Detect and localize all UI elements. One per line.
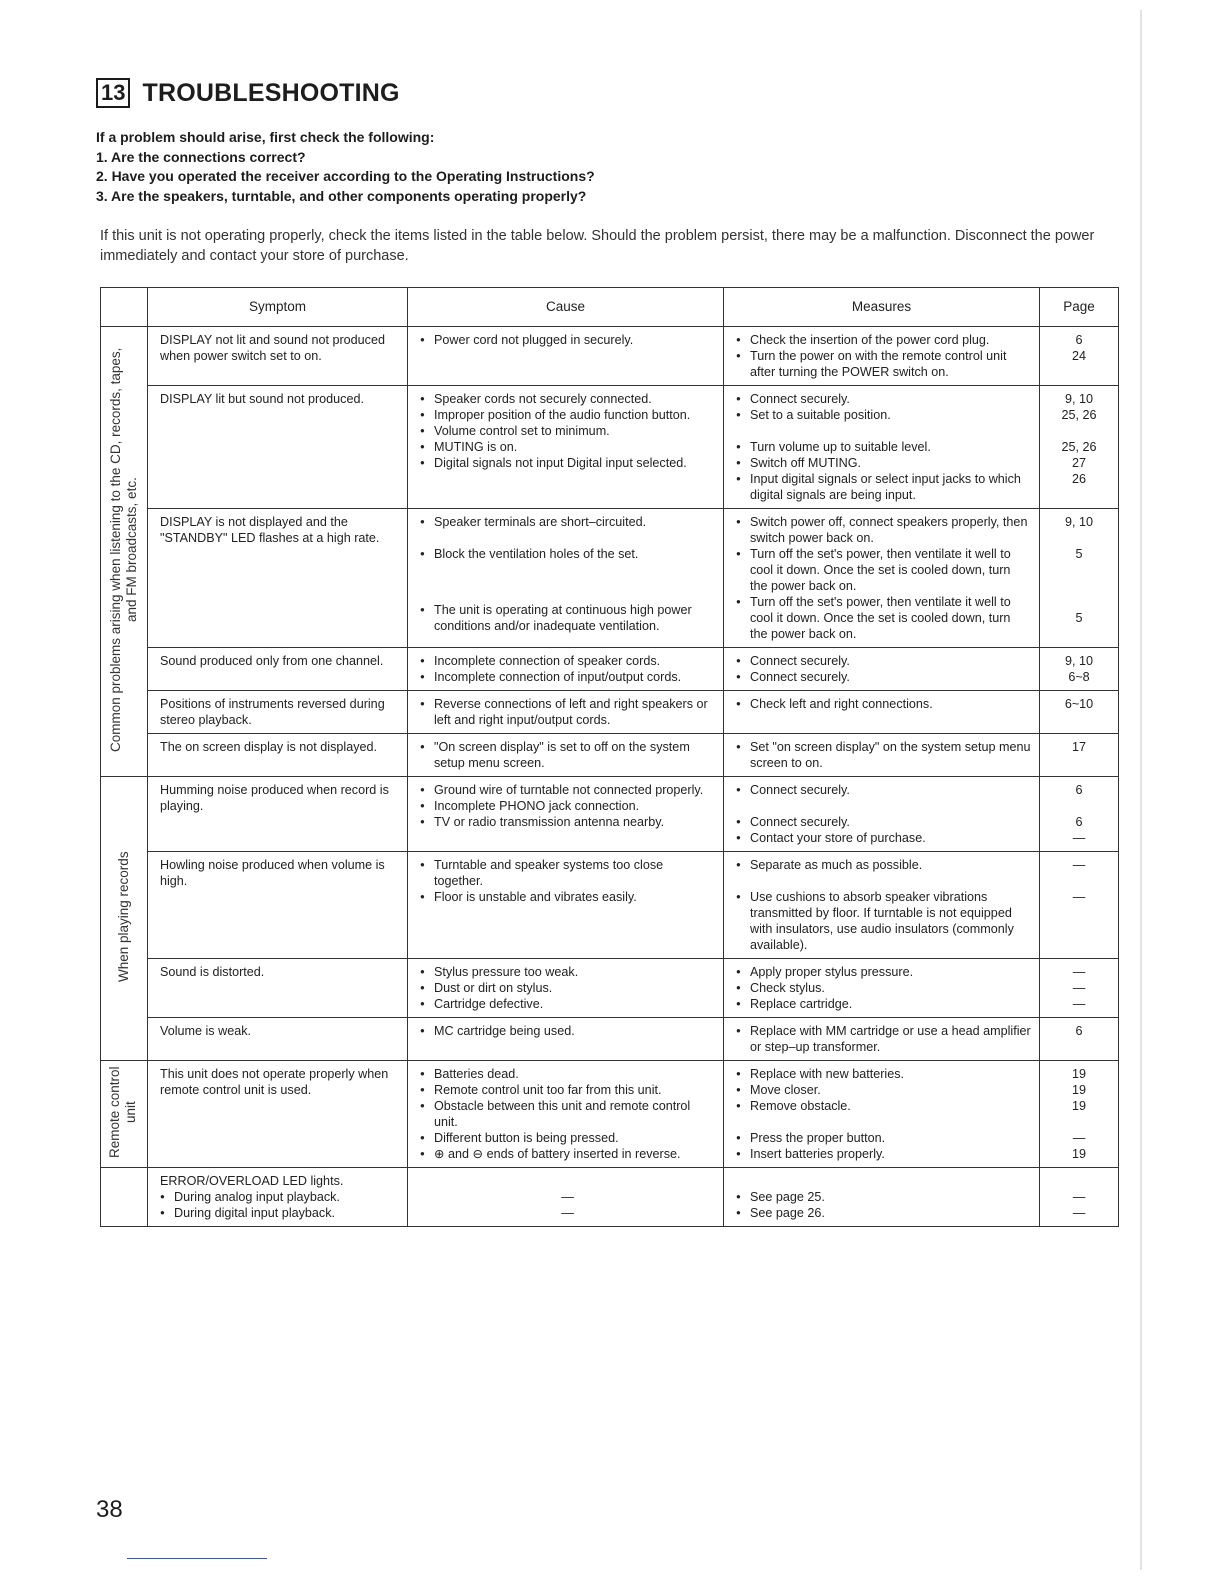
cause-cell bbox=[408, 777, 724, 852]
cause-item: ● Incomplete connection of speaker cords. bbox=[420, 653, 715, 669]
cause-cell bbox=[408, 1061, 724, 1168]
measure-item: ● Connect securely. bbox=[736, 391, 1031, 407]
symptom-header: Symptom bbox=[148, 288, 408, 327]
page-ref: 9, 10 bbox=[1064, 515, 1093, 529]
measure-item: ● Connect securely. bbox=[736, 653, 1031, 669]
cause-cell bbox=[408, 1168, 724, 1227]
measures-cell bbox=[724, 648, 1040, 691]
troubleshooting-table bbox=[100, 287, 1119, 1227]
measure-item: ● See page 25. bbox=[736, 1189, 1031, 1205]
table-row bbox=[101, 1018, 1119, 1061]
cause-item: ● Floor is unstable and vibrates easily. bbox=[420, 889, 715, 905]
measures-cell bbox=[724, 509, 1040, 648]
cause-item: ● Speaker cords not securely connected. bbox=[420, 391, 715, 407]
page-ref: — bbox=[1072, 890, 1086, 904]
symptom-cell: Sound is distorted. bbox=[148, 959, 408, 1018]
cause-item: — bbox=[561, 1206, 574, 1220]
group-label-records: When playing records bbox=[116, 851, 131, 982]
page-ref: 9, 10 bbox=[1064, 392, 1093, 406]
measure-item: ● Move closer. bbox=[736, 1082, 1031, 1098]
section-number: 13 bbox=[96, 78, 130, 108]
measures-cell bbox=[724, 386, 1040, 509]
group-label-remote: Remote control unit bbox=[107, 1066, 138, 1158]
group-label-common: Common problems arising when listening to the CD, records, tapes, and FM broadcasts, etc. bbox=[108, 347, 139, 752]
symptom-cell: DISPLAY not lit and sound not produced when power switch set to on. bbox=[148, 327, 408, 386]
page-cell bbox=[1040, 1061, 1119, 1168]
measures-cell bbox=[724, 734, 1040, 777]
page-ref: 5 bbox=[1075, 547, 1083, 561]
page-cell bbox=[1040, 691, 1119, 734]
cause-item: ● "On screen display" is set to off on the system setup menu screen. bbox=[420, 739, 715, 771]
check-item: 3. Are the speakers, turntable, and other components operating properly? bbox=[96, 187, 587, 204]
page-cell bbox=[1040, 1168, 1119, 1227]
cause-item: ● Different button is being pressed. bbox=[420, 1130, 715, 1146]
table-row bbox=[101, 327, 1119, 386]
measure-item: ● Connect securely. bbox=[736, 669, 1031, 685]
page-ref: 25, 26 bbox=[1061, 408, 1097, 422]
page-ref: — bbox=[1072, 831, 1086, 845]
measure-item: ● Turn the power on with the remote control unit after turning the POWER switch on. bbox=[736, 348, 1031, 380]
page-ref: 25, 26 bbox=[1061, 440, 1097, 454]
cause-item: ● Improper position of the audio function button. bbox=[420, 407, 715, 423]
page-header: Page bbox=[1040, 288, 1119, 327]
measures-cell bbox=[724, 1018, 1040, 1061]
cause-item: ● Turntable and speaker systems too close together. bbox=[420, 857, 715, 889]
measure-item: ● Input digital signals or select input jacks to which digital signals are being input. bbox=[736, 471, 1031, 503]
measure-item: ● Turn off the set's power, then ventilate it well to cool it down. Once the set is cooled down, turn the power back on. bbox=[736, 594, 1031, 642]
symptom-cell: Volume is weak. bbox=[148, 1018, 408, 1061]
table-row bbox=[101, 777, 1119, 852]
footer-line bbox=[127, 1558, 267, 1559]
page-ref: — bbox=[1072, 981, 1086, 995]
measure-item: ● Switch off MUTING. bbox=[736, 455, 1031, 471]
page-ref: 6 bbox=[1075, 815, 1083, 829]
symptom-cell bbox=[148, 1168, 408, 1227]
page-ref: 19 bbox=[1071, 1067, 1086, 1081]
intro-paragraph: If this unit is not operating properly, check the items listed in the table below. Should the problem persist, there may be a malfunction. Disconnect the power immediately and contact your store of purchase. bbox=[100, 228, 1095, 264]
measure-item: ● Replace with new batteries. bbox=[736, 1066, 1031, 1082]
measure-item: ● Use cushions to absorb speaker vibrations transmitted by floor. If turntable is not equipped with insulators, use audio insulators (commonly available). bbox=[736, 889, 1031, 953]
page-ref: 19 bbox=[1071, 1083, 1086, 1097]
cause-item: ● Stylus pressure too weak. bbox=[420, 964, 715, 980]
table-row bbox=[101, 959, 1119, 1018]
measure-item: ● Contact your store of purchase. bbox=[736, 830, 1031, 846]
cause-item: ● MUTING is on. bbox=[420, 439, 715, 455]
cause-item: ● Obstacle between this unit and remote control unit. bbox=[420, 1098, 715, 1130]
symptom-cell: Positions of instruments reversed during stereo playback. bbox=[148, 691, 408, 734]
cause-cell bbox=[408, 509, 724, 648]
cause-item: ● Cartridge defective. bbox=[420, 996, 715, 1012]
page-cell bbox=[1040, 327, 1119, 386]
table-row bbox=[101, 386, 1119, 509]
group-header bbox=[101, 288, 148, 327]
page-cell bbox=[1040, 648, 1119, 691]
page-cell bbox=[1040, 777, 1119, 852]
measures-cell bbox=[724, 852, 1040, 959]
symptom-cell: Howling noise produced when volume is high. bbox=[148, 852, 408, 959]
page-cell bbox=[1040, 509, 1119, 648]
page-ref: 24 bbox=[1071, 349, 1086, 363]
page-ref: 19 bbox=[1071, 1147, 1086, 1161]
group-cell-records bbox=[101, 777, 148, 1061]
table-row bbox=[101, 734, 1119, 777]
table-row bbox=[101, 691, 1119, 734]
cause-item: ● TV or radio transmission antenna nearby. bbox=[420, 814, 715, 830]
measure-item: ● Remove obstacle. bbox=[736, 1098, 1031, 1114]
page-ref: 5 bbox=[1075, 611, 1083, 625]
page-ref: 19 bbox=[1071, 1099, 1086, 1113]
measures-cell bbox=[724, 1061, 1040, 1168]
check-item: 2. Have you operated the receiver according to the Operating Instructions? bbox=[96, 168, 595, 184]
preliminary-checks bbox=[96, 128, 595, 206]
page-ref: 9, 10 bbox=[1064, 654, 1093, 668]
measure-item: ● Apply proper stylus pressure. bbox=[736, 964, 1031, 980]
page-ref: — bbox=[1072, 1190, 1086, 1204]
page-ref: 6~10 bbox=[1064, 697, 1094, 711]
cause-item: ● Incomplete connection of input/output cords. bbox=[420, 669, 715, 685]
cause-cell bbox=[408, 959, 724, 1018]
cause-item: ● MC cartridge being used. bbox=[420, 1023, 715, 1039]
measures-cell bbox=[724, 959, 1040, 1018]
symptom-item: ● During analog input playback. bbox=[160, 1189, 399, 1205]
cause-item: ● Ground wire of turntable not connected properly. bbox=[420, 782, 715, 798]
symptom-cell: DISPLAY lit but sound not produced. bbox=[148, 386, 408, 509]
page-ref: 27 bbox=[1071, 456, 1086, 470]
measure-item: ● Replace cartridge. bbox=[736, 996, 1031, 1012]
cause-item: ● Power cord not plugged in securely. bbox=[420, 332, 715, 348]
measures-header: Measures bbox=[724, 288, 1040, 327]
measures-cell bbox=[724, 691, 1040, 734]
symptom-cell: Humming noise produced when record is playing. bbox=[148, 777, 408, 852]
section-heading bbox=[96, 78, 400, 108]
page-cell bbox=[1040, 852, 1119, 959]
symptom-cell: The on screen display is not displayed. bbox=[148, 734, 408, 777]
page-cell bbox=[1040, 386, 1119, 509]
measure-item: ● Check left and right connections. bbox=[736, 696, 1031, 712]
cause-cell bbox=[408, 734, 724, 777]
page-ref: 6 bbox=[1075, 1024, 1083, 1038]
symptom-cell: DISPLAY is not displayed and the "STANDBY" LED flashes at a high rate. bbox=[148, 509, 408, 648]
table-row bbox=[101, 1168, 1119, 1227]
measure-item: ● Replace with MM cartridge or use a head amplifier or step–up transformer. bbox=[736, 1023, 1031, 1055]
cause-item: — bbox=[561, 1190, 574, 1204]
page-ref: 6 bbox=[1075, 333, 1083, 347]
page-ref: — bbox=[1072, 965, 1086, 979]
measure-item: ● See page 26. bbox=[736, 1205, 1031, 1221]
measure-item: ● Turn volume up to suitable level. bbox=[736, 439, 1031, 455]
page-ref: — bbox=[1072, 1131, 1086, 1145]
cause-item: ● The unit is operating at continuous high power conditions and/or inadequate ventilation. bbox=[420, 602, 715, 634]
measure-item: ● Press the proper button. bbox=[736, 1130, 1031, 1146]
measure-item: ● Check the insertion of the power cord plug. bbox=[736, 332, 1031, 348]
measures-cell bbox=[724, 777, 1040, 852]
measure-item: ● Set "on screen display" on the system setup menu screen to on. bbox=[736, 739, 1031, 771]
group-cell-remote bbox=[101, 1061, 148, 1168]
measure-item: ● Connect securely. bbox=[736, 814, 1031, 830]
page-ref: 17 bbox=[1071, 740, 1086, 754]
table-row bbox=[101, 648, 1119, 691]
cause-cell bbox=[408, 1018, 724, 1061]
cause-cell bbox=[408, 386, 724, 509]
table-row bbox=[101, 1061, 1119, 1168]
cause-item: ● Digital signals not input Digital input selected. bbox=[420, 455, 715, 471]
symptom-cell: Sound produced only from one channel. bbox=[148, 648, 408, 691]
table-row bbox=[101, 852, 1119, 959]
page-cell bbox=[1040, 1018, 1119, 1061]
table-header-row bbox=[101, 288, 1119, 327]
symptom-text: ERROR/OVERLOAD LED lights. bbox=[160, 1174, 344, 1188]
section-title: TROUBLESHOOTING bbox=[142, 78, 400, 107]
page-edge-line bbox=[1140, 10, 1142, 1570]
checks-lead: If a problem should arise, first check the following: bbox=[96, 129, 435, 145]
check-item: 1. Are the connections correct? bbox=[96, 148, 306, 165]
page-cell bbox=[1040, 959, 1119, 1018]
page-ref: — bbox=[1072, 858, 1086, 872]
cause-item: ● ⊕ and ⊖ ends of battery inserted in reverse. bbox=[420, 1146, 715, 1162]
table-row bbox=[101, 509, 1119, 648]
measure-item: ● Separate as much as possible. bbox=[736, 857, 1031, 873]
cause-item: ● Volume control set to minimum. bbox=[420, 423, 715, 439]
cause-item: ● Batteries dead. bbox=[420, 1066, 715, 1082]
page-ref: 6~8 bbox=[1068, 670, 1090, 684]
measure-item: ● Insert batteries properly. bbox=[736, 1146, 1031, 1162]
cause-item: ● Speaker terminals are short–circuited. bbox=[420, 514, 715, 530]
page-ref: — bbox=[1072, 997, 1086, 1011]
measure-item: ● Switch power off, connect speakers properly, then switch power back on. bbox=[736, 514, 1031, 546]
symptom-item: ● During digital input playback. bbox=[160, 1205, 399, 1221]
cause-item: ● Reverse connections of left and right speakers or left and right input/output cords. bbox=[420, 696, 715, 728]
cause-cell bbox=[408, 648, 724, 691]
page-number: 38 bbox=[96, 1496, 123, 1523]
cause-item: ● Incomplete PHONO jack connection. bbox=[420, 798, 715, 814]
measure-item: ● Check stylus. bbox=[736, 980, 1031, 996]
symptom-cell: This unit does not operate properly when remote control unit is used. bbox=[148, 1061, 408, 1168]
page-ref: 26 bbox=[1071, 472, 1086, 486]
cause-item: ● Dust or dirt on stylus. bbox=[420, 980, 715, 996]
group-cell-empty bbox=[101, 1168, 148, 1227]
cause-cell bbox=[408, 852, 724, 959]
page-cell bbox=[1040, 734, 1119, 777]
measures-cell bbox=[724, 327, 1040, 386]
page-ref: 6 bbox=[1075, 783, 1083, 797]
group-cell-common bbox=[101, 327, 148, 777]
cause-cell bbox=[408, 327, 724, 386]
measure-item: ● Connect securely. bbox=[736, 782, 1031, 798]
measures-cell bbox=[724, 1168, 1040, 1227]
page-ref: — bbox=[1072, 1206, 1086, 1220]
measure-item: ● Set to a suitable position. bbox=[736, 407, 1031, 423]
cause-item: ● Block the ventilation holes of the set. bbox=[420, 546, 715, 562]
measure-item: ● Turn off the set's power, then ventilate it well to cool it down. Once the set is cooled down, turn the power back on. bbox=[736, 546, 1031, 594]
cause-item: ● Remote control unit too far from this unit. bbox=[420, 1082, 715, 1098]
cause-header: Cause bbox=[408, 288, 724, 327]
cause-cell bbox=[408, 691, 724, 734]
